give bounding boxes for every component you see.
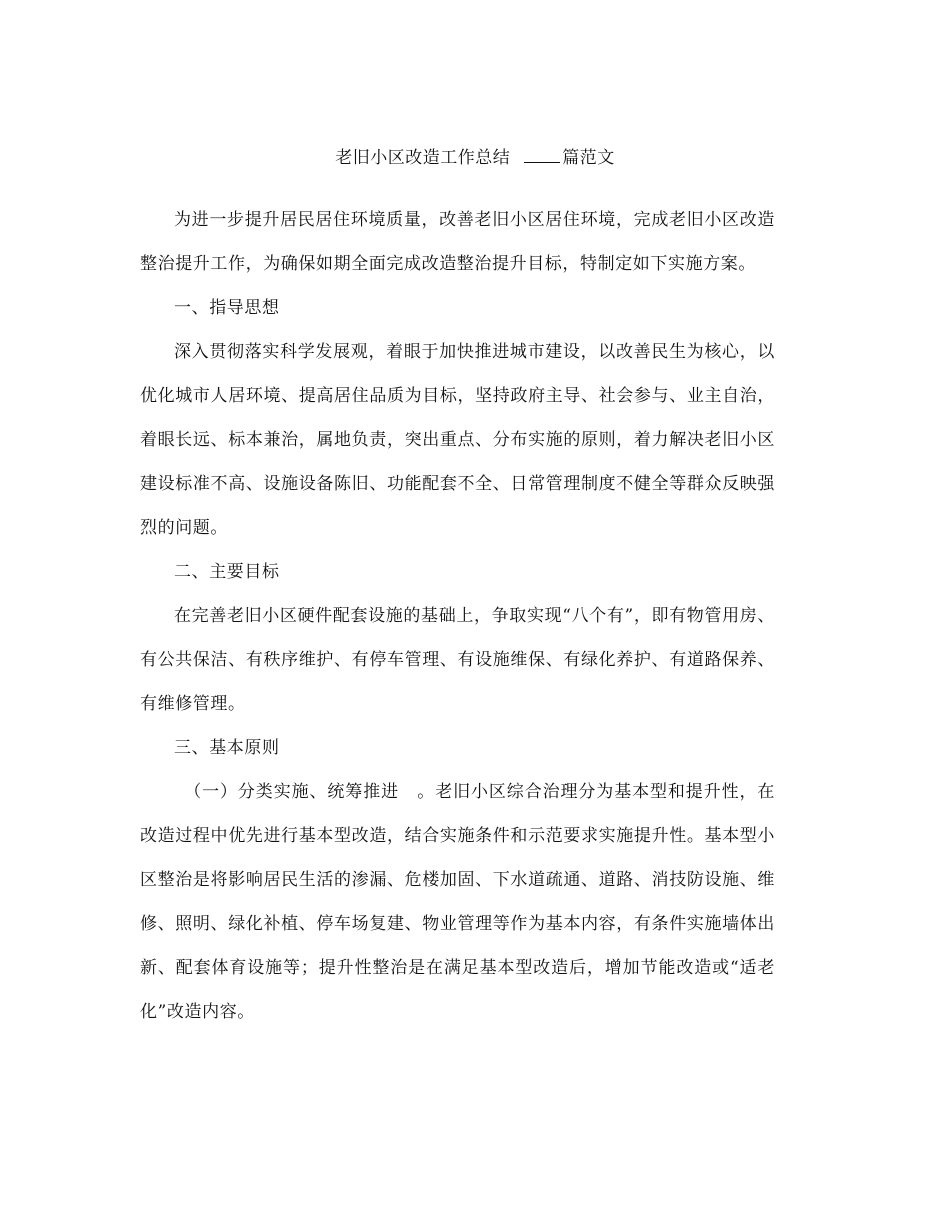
section-paragraph-1: 深入贯彻落实科学发展观，着眼于加快推进城市建设，以改善民生为核心，以优化城市人居环境、提高居住品质为目标，坚持政府主导、社会参与、业主自治，着眼长远、标本兼治，属地负责，突出重点、分布实施的原则，着力解决老旧小区建设标准不高、设施设备陈旧、功能配套不全、日常管理制度不健全等群众反映强烈的问题。	[140, 342, 775, 538]
section-heading-2: 二、主要目标	[174, 562, 280, 582]
intro-paragraph: 为进一步提升居民居住环境质量，改善老旧小区居住环境，完成老旧小区改造整治提升工作，为确保如期全面完成改造整治提升目标，特制定如下实施方案。	[140, 210, 775, 274]
document-body	[140, 198, 775, 1034]
section-heading-1: 一、指导思想	[174, 298, 280, 318]
title-suffix: 篇范文	[562, 148, 615, 168]
document-title	[0, 146, 950, 170]
title-blank-line	[524, 146, 560, 163]
section-paragraph-3	[140, 770, 775, 1034]
title-text: 老旧小区改造工作总结	[335, 148, 511, 168]
section-paragraph-2: 在完善老旧小区硬件配套设施的基础上，争取实现“八个有”，即有物管用房、有公共保洁、有秩序维护、有停车管理、有设施维保、有绿化养护、有道路保养、有维修管理。	[140, 606, 775, 714]
section-heading-3: 三、基本原则	[174, 738, 280, 758]
principle-1-text: 。老旧小区综合治理分为基本型和提升性，在改造过程中优先进行基本型改造，结合实施条件和示范要求实施提升性。基本型小区整治是将影响居民生活的渗漏、危楼加固、下水道疏通、道路、消技防设施、维修、照明、绿化补植、停车场复建、物业管理等作为基本内容，有条件实施墙体出新、配套体育设施等；提升性整治是在满足基本型改造后，增加节能改造或“适老化”改造内容。	[140, 782, 776, 1022]
principle-1-lead: （一）分类实施、统筹推进	[184, 782, 399, 802]
